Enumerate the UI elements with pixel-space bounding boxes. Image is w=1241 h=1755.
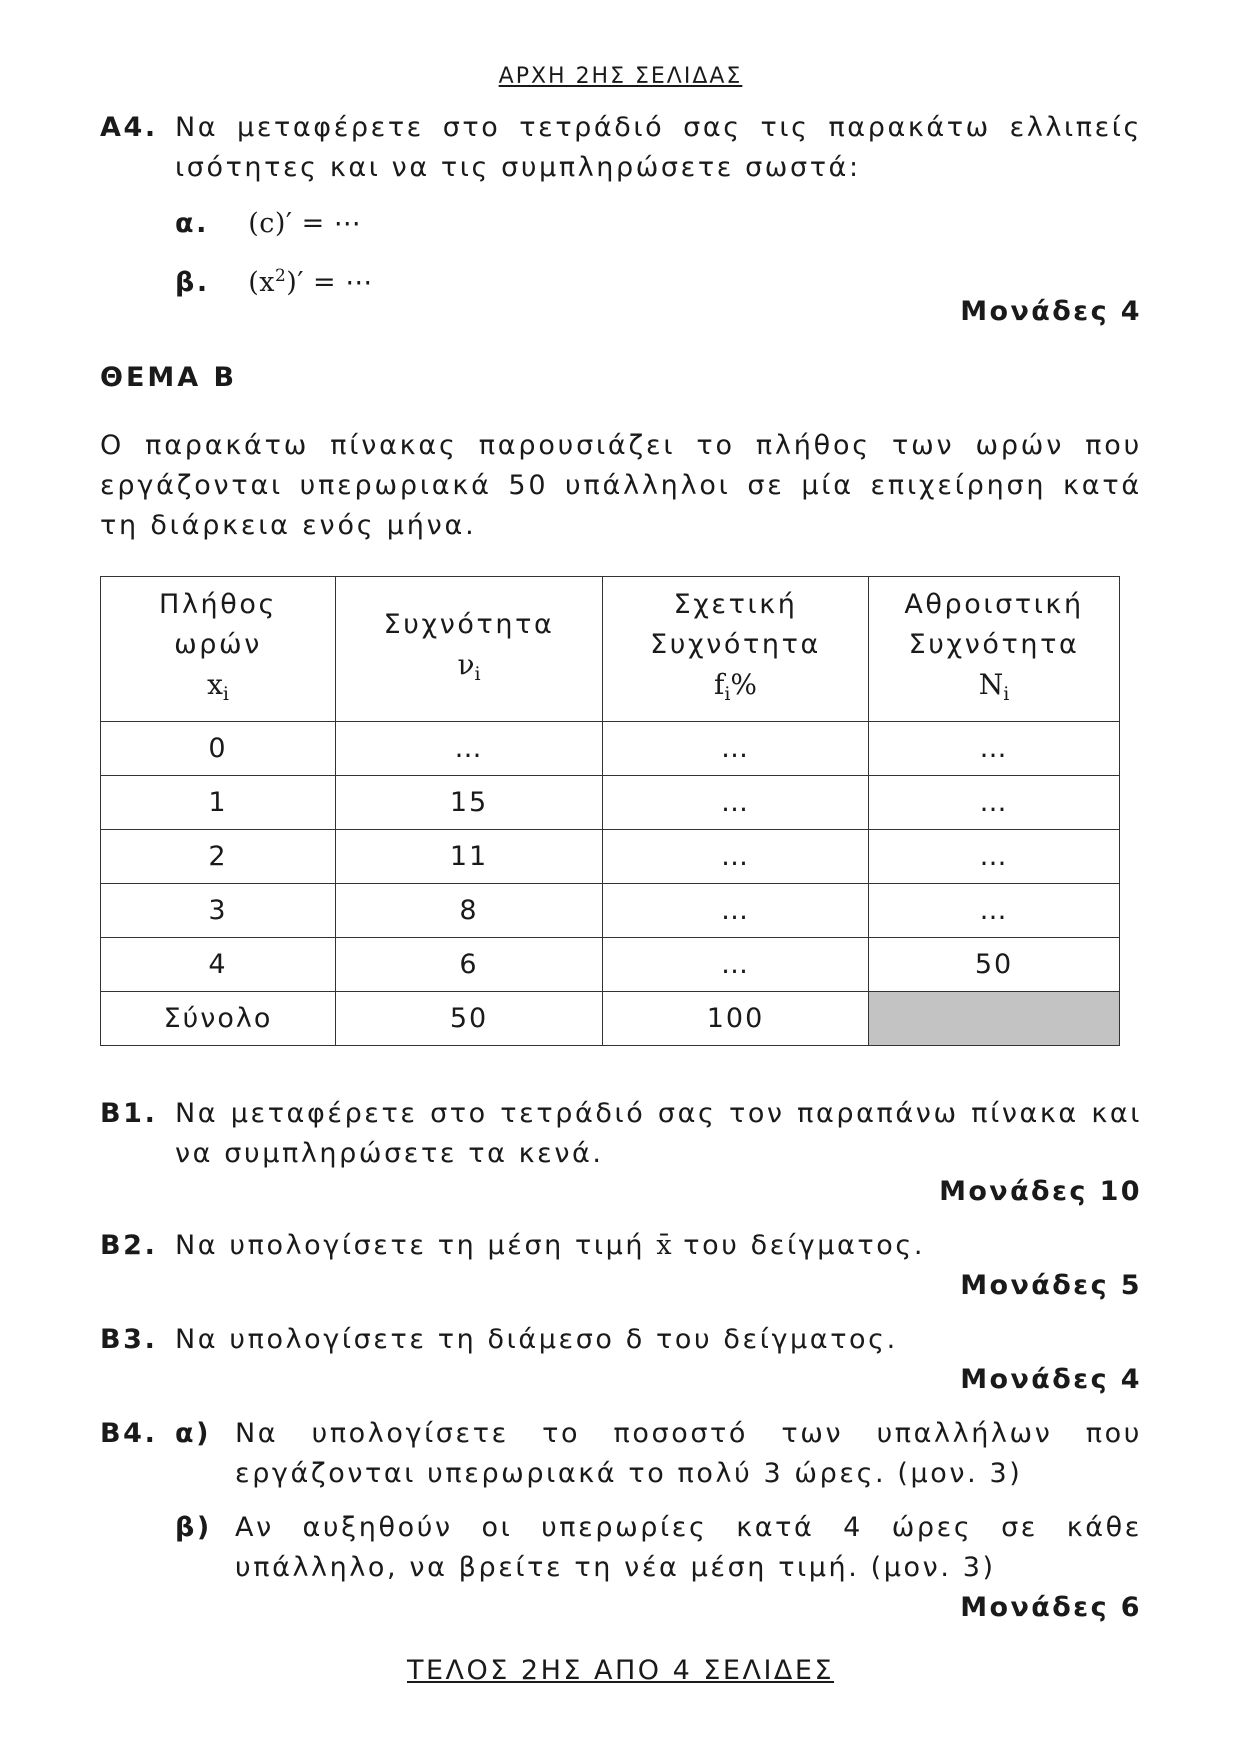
- question-number: Β4.: [100, 1418, 158, 1449]
- cell: …: [603, 830, 869, 884]
- cell: 1: [101, 776, 336, 830]
- question-text-line: να συμπληρώσετε τα κενά.: [175, 1138, 604, 1169]
- subitem-label: β): [175, 1512, 212, 1543]
- page-header: ΑΡΧΗ 2ΗΣ ΣΕΛΙΔΑΣ: [498, 64, 743, 89]
- cell: …: [603, 722, 869, 776]
- subitem-label: β.: [175, 267, 210, 298]
- frequency-table: [100, 576, 1120, 1046]
- header-cumulative-frequency: Αθροιστική Συχνότητα $N_i$: [869, 577, 1120, 722]
- cell: …: [336, 722, 603, 776]
- table-row: [101, 884, 1120, 938]
- table-total-row: [101, 992, 1120, 1046]
- cell: 4: [101, 938, 336, 992]
- cell: 15: [336, 776, 603, 830]
- cell: …: [603, 776, 869, 830]
- marks-label: Μονάδες 5: [960, 1270, 1142, 1301]
- question-number: Β3.: [100, 1324, 158, 1355]
- subitem-label: α): [175, 1418, 212, 1449]
- table-row: [101, 938, 1120, 992]
- question-text-line: Να μεταφέρετε στο τετράδιό σας τις παρακάτω ελλιπείς: [175, 112, 1142, 143]
- cell: …: [869, 722, 1120, 776]
- page-footer: ΤΕΛΟΣ 2ΗΣ ΑΠΟ 4 ΣΕΛΙΔΕΣ: [406, 1655, 835, 1686]
- section-title: ΘΕΜΑ Β: [100, 362, 238, 393]
- subitem-alpha: [175, 198, 1142, 250]
- question-text-line: Να μεταφέρετε στο τετράδιό σας τον παραπάνω πίνακα και: [175, 1098, 1142, 1129]
- cell: …: [869, 776, 1120, 830]
- marks-label: Μονάδες 4: [960, 1364, 1142, 1395]
- math-expression: $(x^2)'$ = ⋯: [248, 266, 373, 298]
- cell: 11: [336, 830, 603, 884]
- shaded-cell: [869, 992, 1120, 1046]
- marks-label: Μονάδες 4: [960, 296, 1142, 327]
- cell: …: [603, 884, 869, 938]
- cell: …: [603, 938, 869, 992]
- question-b3: [100, 1320, 1142, 1360]
- question-b1: [100, 1094, 1142, 1174]
- table-row: [101, 776, 1120, 830]
- table-row: [101, 830, 1120, 884]
- question-text: Να υπολογίσετε τη διάμεσο δ του δείγματος.: [175, 1324, 898, 1355]
- cell: 8: [336, 884, 603, 938]
- header-relative-frequency: Σχετική Συχνότητα $f_i\%$: [603, 577, 869, 722]
- table-header-row: [101, 577, 1120, 722]
- cell: 100: [603, 992, 869, 1046]
- marks-label: Μονάδες 10: [939, 1176, 1142, 1207]
- marks-label: Μονάδες 6: [960, 1592, 1142, 1623]
- question-text-line: εργάζονται υπερωριακά το πολύ 3 ώρες. (μον. 3): [235, 1458, 1023, 1489]
- cell: 3: [101, 884, 336, 938]
- question-text-line: Να υπολογίσετε το ποσοστό των υπαλλήλων που: [235, 1418, 1142, 1449]
- table-row: [101, 722, 1120, 776]
- question-number: Α4.: [100, 112, 158, 143]
- cell: 2: [101, 830, 336, 884]
- question-a4: [100, 108, 1142, 309]
- intro-paragraph: Ο παρακάτω πίνακας παρουσιάζει το πλήθος των ωρών που εργάζονται υπερωριακά 50 υπάλληλοι σε μία επιχείρηση κατά τη διάρκεια ενός μήνα.: [100, 430, 1142, 541]
- cell: Σύνολο: [101, 992, 336, 1046]
- question-number: Β1.: [100, 1098, 158, 1129]
- header-frequency: Συχνότητα $\nu_i$: [336, 577, 603, 722]
- cell: …: [869, 830, 1120, 884]
- cell: 6: [336, 938, 603, 992]
- cell: …: [869, 884, 1120, 938]
- math-expression: (c)′ = ⋯: [248, 208, 362, 239]
- question-b4: [100, 1414, 1142, 1588]
- subitem-label: α.: [175, 208, 210, 239]
- question-b2: [100, 1226, 1142, 1266]
- question-number: Β2.: [100, 1230, 158, 1261]
- question-text-line: Αν αυξηθούν οι υπερωρίες κατά 4 ώρες σε κάθε: [235, 1512, 1142, 1543]
- question-text-line: υπάλληλο, να βρείτε τη νέα μέση τιμή. (μον. 3): [235, 1552, 996, 1583]
- cell: 0: [101, 722, 336, 776]
- header-hours: Πλήθος ωρών $x_i$: [101, 577, 336, 722]
- question-text-line: ισότητες και να τις συμπληρώσετε σωστά:: [175, 152, 861, 183]
- cell: 50: [869, 938, 1120, 992]
- cell: 50: [336, 992, 603, 1046]
- question-text: Να υπολογίσετε τη μέση τιμή x̄ του δείγματος.: [175, 1230, 926, 1261]
